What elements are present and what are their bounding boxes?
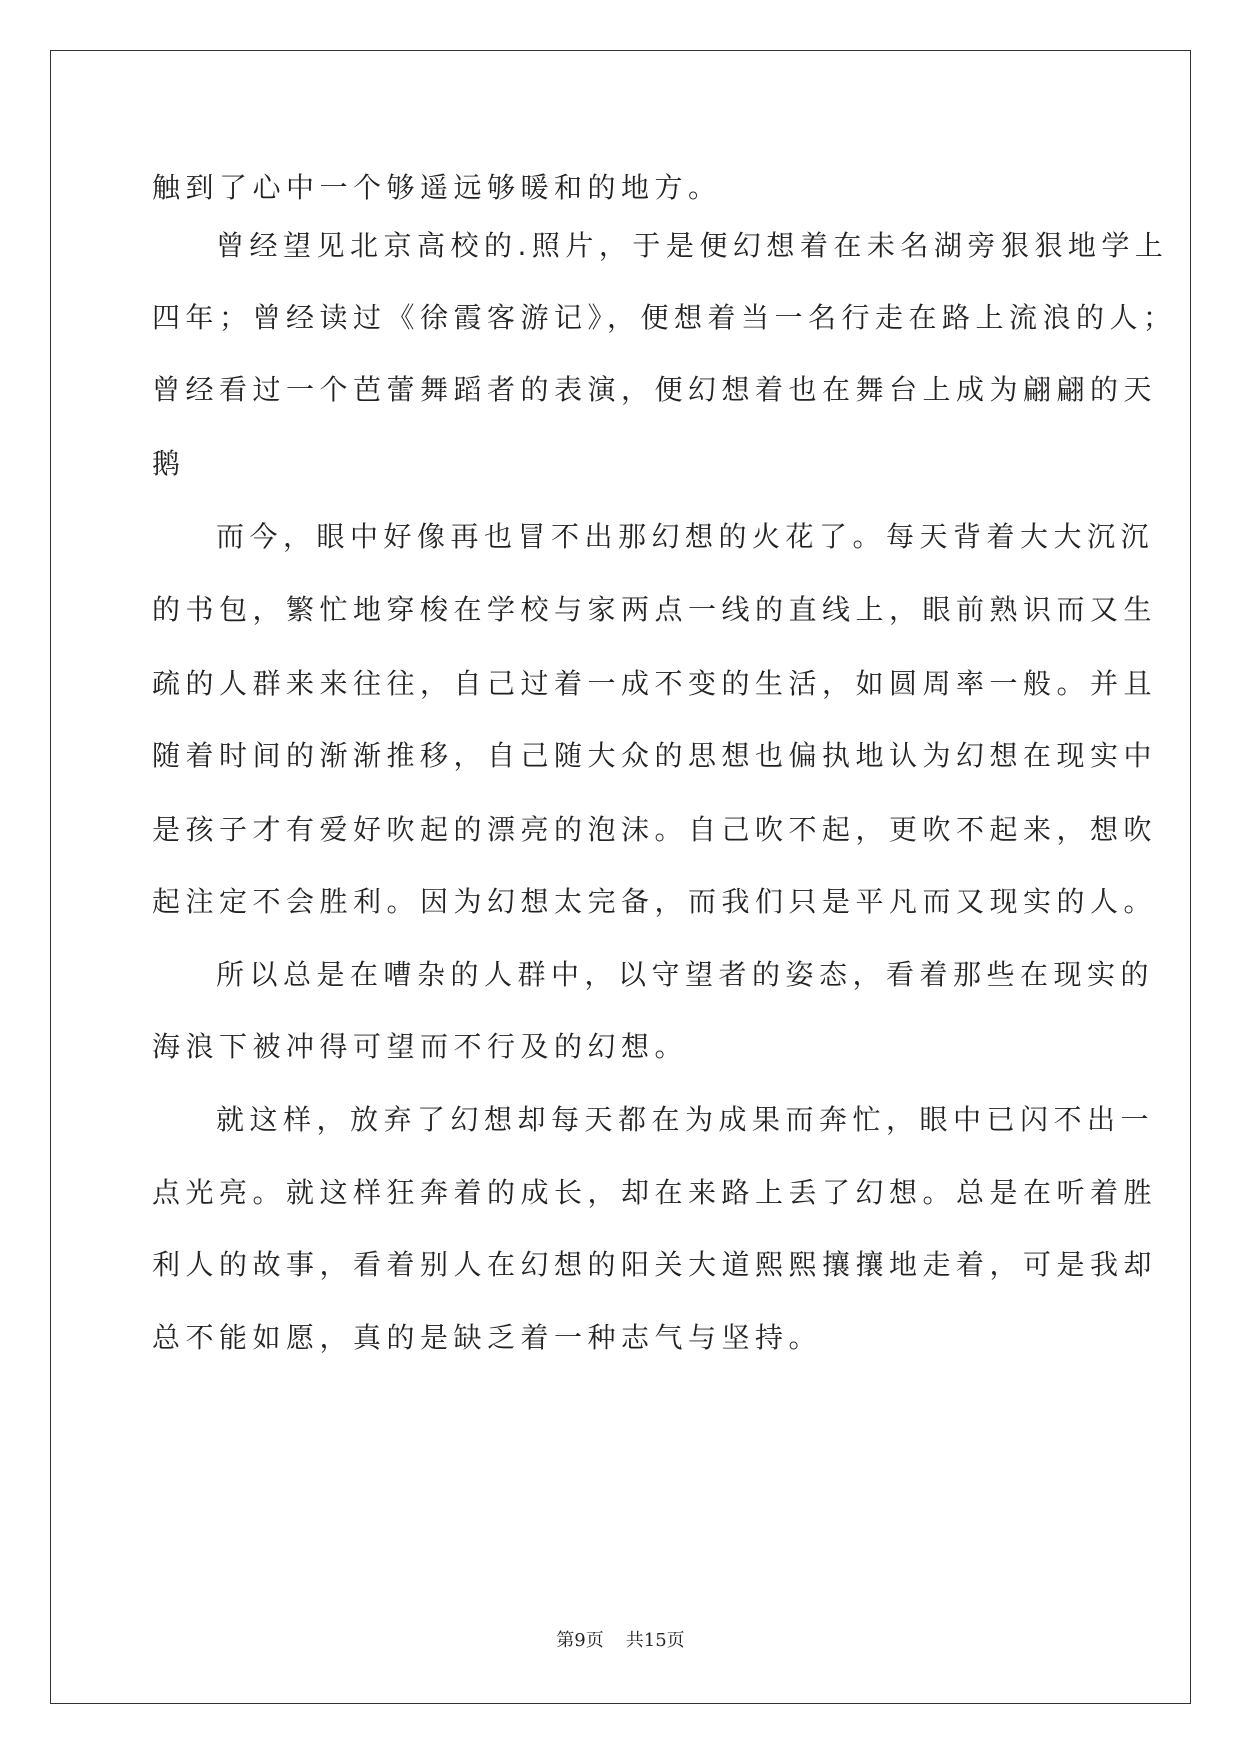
text-line: 就这样，放弃了幻想却每天都在为成果而奔忙，眼中已闪不出一 (216, 1103, 1155, 1136)
text-line: 随着时间的渐渐推移，自己随大众的思想也偏执地认为幻想在现实中 (152, 739, 1158, 772)
text-line: 利人的故事，看着别人在幻想的阳关大道熙熙攘攘地走着，可是我却 (152, 1248, 1158, 1281)
text-line: 总不能如愿，真的是缺乏着一种志气与坚持。 (152, 1321, 823, 1354)
page-number: 第9页 (556, 1630, 604, 1651)
text-line: 海浪下被冲得可望而不行及的幻想。 (152, 1030, 689, 1063)
text-line: 的书包，繁忙地穿梭在学校与家两点一线的直线上，眼前熟识而又生 (152, 593, 1158, 626)
text-line: 四年；曾经读过《徐霞客游记》，便想着当一名行走在路上流浪的人； (152, 301, 1177, 334)
text-line: 疏的人群来来往往，自己过着一成不变的生活，如圆周率一般。并且 (152, 667, 1158, 700)
text-line: 是孩子才有爱好吹起的漂亮的泡沫。自己吹不起，更吹不起来，想吹 (152, 813, 1158, 846)
text-line: 所以总是在嘈杂的人群中，以守望者的姿态，看着那些在现实的 (216, 958, 1155, 991)
page-footer (0, 1629, 1241, 1653)
page-total: 共15页 (625, 1630, 685, 1651)
text-line: 鹅 (152, 447, 186, 480)
text-line: 点光亮。就这样狂奔着的成长，却在来路上丢了幻想。总是在听着胜 (152, 1176, 1158, 1209)
text-line: 曾经看过一个芭蕾舞蹈者的表演，便幻想着也在舞台上成为翩翩的天 (152, 373, 1158, 406)
text-line: 而今，眼中好像再也冒不出那幻想的火花了。每天背着大大沉沉 (216, 520, 1155, 553)
text-line: 曾经望见北京高校的.照片，于是便幻想着在未名湖旁狠狠地学上 (216, 229, 1169, 262)
text-line: 起注定不会胜利。因为幻想太完备，而我们只是平凡而又现实的人。 (152, 885, 1158, 918)
text-line: 触到了心中一个够遥远够暖和的地方。 (152, 171, 722, 204)
